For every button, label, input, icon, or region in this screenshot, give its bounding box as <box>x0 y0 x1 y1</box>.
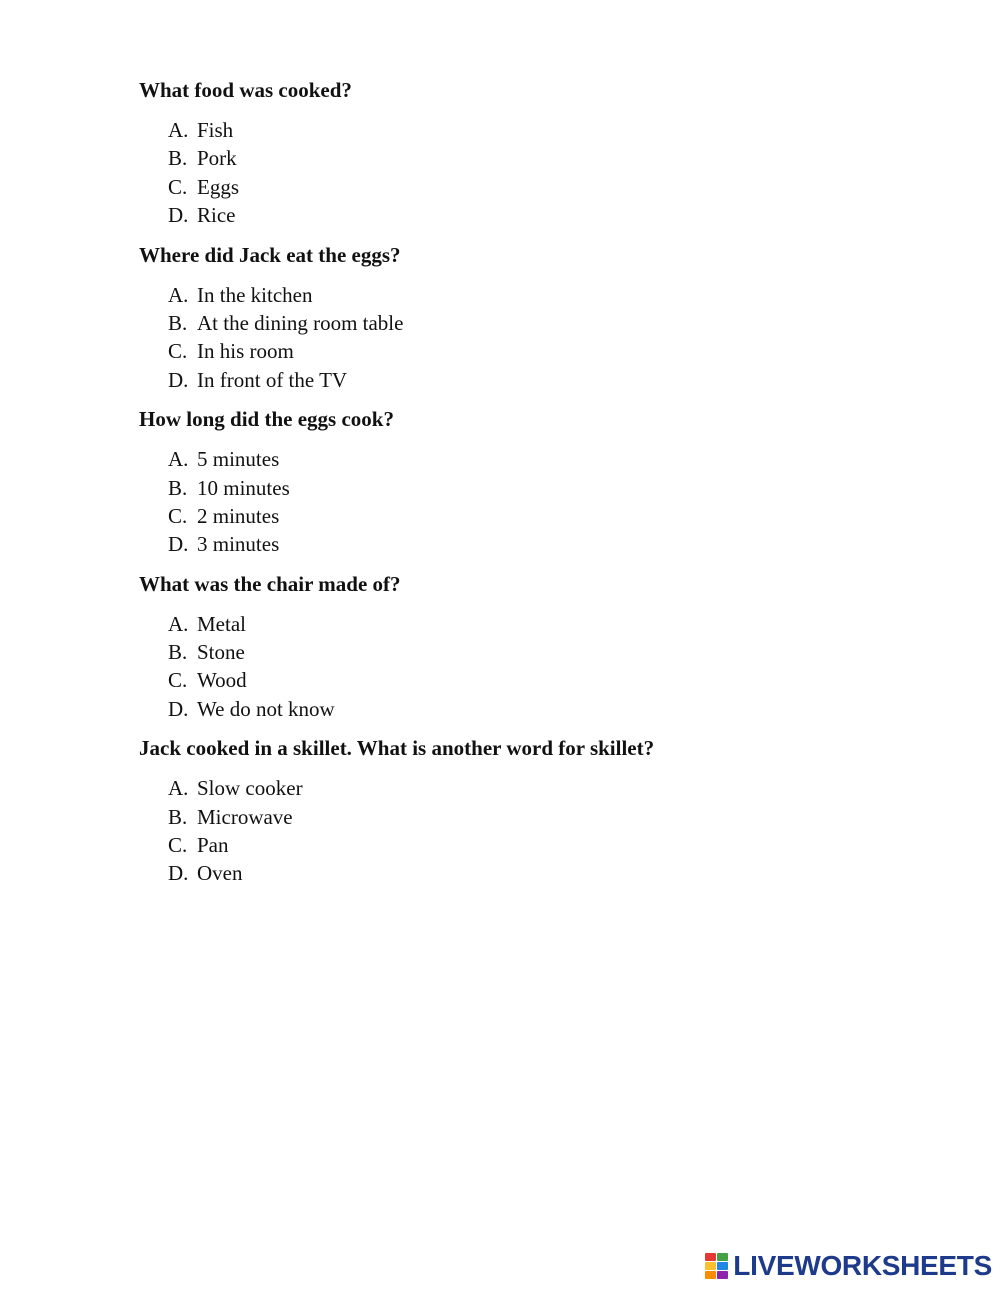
question-2 <box>139 241 959 395</box>
option-text: Stone <box>197 640 245 665</box>
option-letter: D. <box>168 532 189 557</box>
brand-name: LIVEWORKSHEETS <box>733 1250 992 1281</box>
option-text: At the dining room table <box>197 310 404 335</box>
option-list <box>139 774 959 888</box>
question-title: Where did Jack eat the eggs? <box>139 242 401 267</box>
question-title: Jack cooked in a skillet. What is another word for skillet? <box>139 736 655 761</box>
option-letter: C. <box>168 833 188 858</box>
option-letter: C. <box>168 503 188 528</box>
option-letter: D. <box>168 203 189 228</box>
option-b <box>168 803 959 831</box>
option-text: In the kitchen <box>197 282 313 307</box>
option-text: 10 minutes <box>197 475 290 500</box>
option-letter: A. <box>168 611 189 636</box>
option-list <box>139 610 959 724</box>
option-b <box>168 144 959 172</box>
question-5 <box>139 734 959 888</box>
option-text: Metal <box>197 611 246 636</box>
option-a <box>168 445 959 473</box>
option-c <box>168 831 959 859</box>
question-3 <box>139 405 959 559</box>
option-letter: B. <box>168 146 188 171</box>
option-d <box>168 859 959 887</box>
option-a <box>168 281 959 309</box>
option-c <box>168 337 959 365</box>
option-a <box>168 610 959 638</box>
option-letter: B. <box>168 804 188 829</box>
option-text: Pan <box>197 833 229 858</box>
option-text: In front of the TV <box>197 367 348 392</box>
question-1 <box>139 76 959 230</box>
option-c <box>168 502 959 530</box>
liveworksheets-logo-icon <box>705 1253 729 1279</box>
option-letter: B. <box>168 310 188 335</box>
option-c <box>168 666 959 694</box>
option-text: Wood <box>197 668 247 693</box>
option-letter: B. <box>168 640 188 665</box>
option-list <box>139 445 959 559</box>
question-4 <box>139 570 959 724</box>
option-letter: D. <box>168 696 189 721</box>
option-d <box>168 530 959 558</box>
option-text: Pork <box>197 146 237 171</box>
question-title: How long did the eggs cook? <box>139 407 394 432</box>
logo-tile <box>705 1253 716 1261</box>
option-text: Slow cooker <box>197 776 303 801</box>
option-text: 3 minutes <box>197 532 280 557</box>
option-letter: D. <box>168 861 189 886</box>
option-text: Eggs <box>197 174 239 199</box>
logo-tile <box>705 1262 716 1270</box>
option-letter: A. <box>168 282 189 307</box>
option-letter: A. <box>168 118 189 142</box>
logo-tile <box>717 1271 728 1279</box>
option-b <box>168 474 959 502</box>
option-text: Rice <box>197 203 236 228</box>
option-text: We do not know <box>197 696 335 721</box>
option-d <box>168 695 959 723</box>
option-text: 2 minutes <box>197 503 280 528</box>
option-b <box>168 638 959 666</box>
option-letter: C. <box>168 339 188 364</box>
option-letter: C. <box>168 174 188 199</box>
option-text: In his room <box>197 339 294 364</box>
option-text: Fish <box>197 118 234 142</box>
option-letter: D. <box>168 367 189 392</box>
logo-tile <box>717 1262 728 1270</box>
option-a <box>168 116 959 144</box>
option-list <box>139 116 959 230</box>
option-letter: B. <box>168 475 188 500</box>
option-text: Oven <box>197 861 243 886</box>
option-a <box>168 774 959 802</box>
option-letter: A. <box>168 447 189 472</box>
option-letter: C. <box>168 668 188 693</box>
question-title: What food was cooked? <box>139 78 352 102</box>
option-letter: A. <box>168 776 189 801</box>
option-text: Microwave <box>197 804 293 829</box>
liveworksheets-brand[interactable] <box>705 1250 992 1282</box>
logo-tile <box>717 1253 728 1261</box>
option-b <box>168 309 959 337</box>
question-title: What was the chair made of? <box>139 571 401 596</box>
option-list <box>139 281 959 395</box>
option-d <box>168 201 959 229</box>
logo-tile <box>705 1271 716 1279</box>
worksheet <box>139 76 959 899</box>
option-c <box>168 173 959 201</box>
option-d <box>168 366 959 394</box>
option-text: 5 minutes <box>197 447 280 472</box>
